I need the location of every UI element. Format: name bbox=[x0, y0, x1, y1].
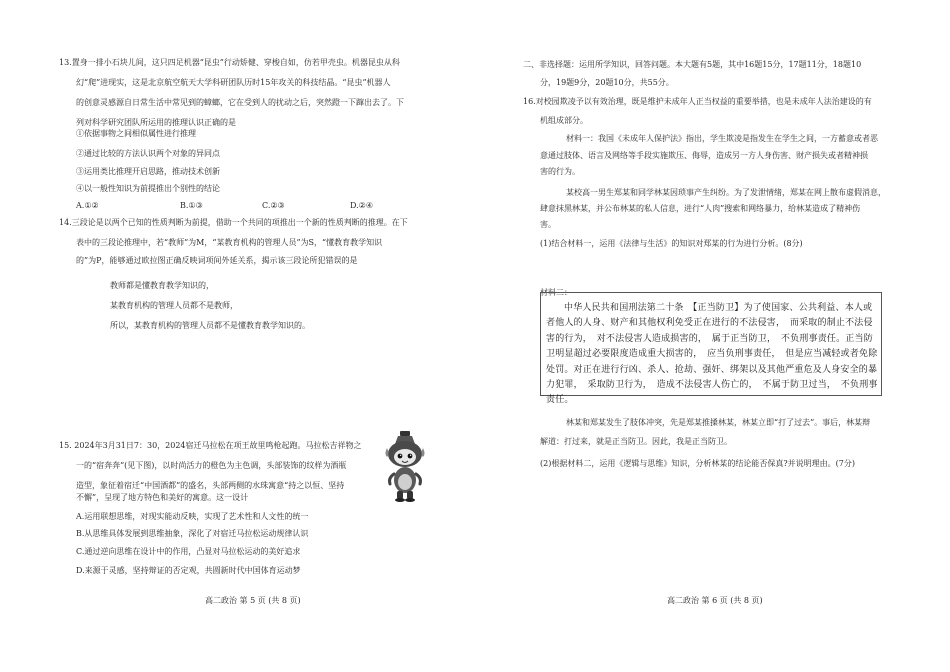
q15-choice-a: A.运用联想思维，对现实能动反映，实现了艺术性和人文性的统一 bbox=[76, 512, 309, 521]
left-page-footer: 高二政治 第 5 页 (共 8 页) bbox=[205, 596, 301, 605]
q13-line-1: 13.置身一排小石块儿间，这只四足机器“昆虫”行动矫健、穿梭自如，仿若甲壳虫。机器昆虫从科 bbox=[59, 58, 400, 67]
q13-option-4: ④以一般性知识为前提推出个别性的结论 bbox=[76, 184, 220, 193]
q13-line-4: 列对科学研究团队所运用的推理认识正确的是 bbox=[76, 118, 236, 127]
material1-line-6: 害。 bbox=[540, 220, 556, 229]
law-excerpt-text: 中华人民共和国刑法第二十条 【正当防卫】为了使国家、公共利益、本人或者他人的人身、财产和其他权利免受正在进行的不法侵害， 而采取的制止不法侵害的行为， 对不法侵害人造成损害的， 属于正当防卫， 不负刑事责任。正当防卫明显超过必要限度造成重大损害的， 应当负刑事责任， 但是应当减轻或者免除处罚。对正在进行行凶、杀人、抢劫、强奸、绑架以及其他严重危及人身安全的暴力犯罪， 采取防卫行为， 造成不法侵害人伤亡的， 不属于防卫过当， 不负刑事责任。 bbox=[546, 303, 878, 406]
material1-line-1: 材料一：我国《未成年人保护法》指出，学生欺凌是指发生在学生之间，一方蓄意或者恶 bbox=[566, 134, 878, 143]
q13-line-3: 的创意灵感源自日常生活中常见到的蟑螂，它在受到人的扰动之后，突然蹬一下蹿出去了。下 bbox=[76, 98, 404, 107]
q14-line-2: 表中的三段论推理中，若“教师”为M，“某教育机构的管理人员”为S，“懂教育教学知识 bbox=[76, 238, 383, 247]
syllogism-conclusion: 所以，某教育机构的管理人员都不是懂教育教学知识的。 bbox=[110, 321, 310, 330]
q16-subquestion-1: (1)结合材料一，运用《法律与生活》的知识对郑某的行为进行分析。(8分) bbox=[540, 239, 803, 248]
q16-intro-line-2: 机组成部分。 bbox=[540, 116, 588, 125]
q13-choice-a: A.①② bbox=[76, 201, 99, 210]
after-law-line-2: 解道：打过来，就是正当防卫。因此，我是正当防卫。 bbox=[540, 437, 732, 446]
q13-choice-d: D.②④ bbox=[350, 201, 374, 210]
q13-option-3: ③运用类比推理开启思路，推动技术创新 bbox=[76, 167, 220, 176]
q13-choice-b: B.①③ bbox=[180, 201, 203, 210]
q15-choice-b: B.从思维具体发展到思维抽象，深化了对宿迁马拉松运动规律认识 bbox=[76, 529, 309, 538]
q15-line-2: 一的“宿奔奔”(见下图)，以时尚活力的橙色为主色调，头部装饰的纹样为酒瓶 bbox=[76, 461, 347, 470]
syllogism-premise-1: 教师都是懂教育教学知识的， bbox=[110, 281, 214, 290]
q14-line-1: 14.三段论是以两个已知的性质判断为前提，借助一个共同的项推出一个新的性质判断的推理。在下 bbox=[59, 218, 408, 227]
material2-label: 材料二： bbox=[540, 288, 572, 297]
q13-option-1: ①依据事物之间相似属性进行推理 bbox=[76, 129, 196, 138]
mascot-image bbox=[384, 430, 426, 502]
q13-option-2: ②通过比较的方法认识两个对象的异同点 bbox=[76, 149, 220, 158]
q15-choice-c: C.通过逆向思维在设计中的作用，凸显对马拉松运动的美好追求 bbox=[76, 547, 301, 556]
section-line-1: 二、非选择题：运用所学知识，回答问题。本大题有5题，其中16题15分，17题11分，18题10 bbox=[523, 60, 862, 69]
q15-line-4: 不懈”，呈现了地方特色和美好的寓意。这一设计 bbox=[76, 493, 249, 502]
q13-line-2: 幻“爬”进现实，这是北京航空航天大学科研团队历时15年攻关的科技结晶。“昆虫”机器人 bbox=[76, 78, 391, 87]
q16-intro-line-1: 16.对校园欺凌予以有效治理，既是维护未成年人正当权益的重要举措，也是未成年人法治建设的有 bbox=[523, 97, 872, 106]
material1-line-4: 某校高一男生郑某和同学林某因琐事产生纠纷。为了发泄情绪，郑某在网上散布虚假消息， bbox=[566, 188, 886, 197]
section-line-2: 分，19题9分，20题10分，共55分。 bbox=[540, 78, 674, 87]
q15-line-1: 15. 2024年3月31日7：30，2024宿迁马拉松在项王故里鸣枪起跑。马拉松吉祥物之 bbox=[59, 441, 362, 450]
q16-subquestion-2: (2)根据材料二，运用《逻辑与思维》知识，分析林某的结论能否保真?并说明理由。(7分) bbox=[540, 459, 855, 468]
material1-line-3: 害的行为。 bbox=[540, 167, 580, 176]
syllogism-premise-2: 某教育机构的管理人员都不是教师， bbox=[110, 301, 238, 310]
q15-choice-d: D.来源于灵感，坚持辩证的否定观，共圆新时代中国体育运动梦 bbox=[76, 566, 301, 575]
material1-line-5: 肆意抹黑林某，并公布林某的私人信息，进行“人肉”搜索和网络暴力，给林某造成了精神伤 bbox=[540, 204, 861, 213]
after-law-line-1: 林某和郑某发生了肢体冲突，先是郑某推搡林某，林某立即“打了过去”。事后，林某辩 bbox=[566, 418, 871, 427]
right-page-footer: 高二政治 第 6 页 (共 8 页) bbox=[667, 596, 763, 605]
q14-line-3: 的”为P，能够通过欧拉图正确反映词项间外延关系，揭示该三段论所犯错误的是 bbox=[76, 256, 358, 265]
q15-line-3: 造型，象征着宿迁“中国酒都”的盛名，头部两侧的水珠寓意“持之以恒、坚持 bbox=[76, 481, 345, 490]
q13-choice-c: C.②③ bbox=[262, 201, 285, 210]
material1-line-2: 意通过肢体、语言及网络等手段实施欺压、侮辱，造成另一方人身伤害、财产损失或者精神损 bbox=[540, 151, 868, 160]
